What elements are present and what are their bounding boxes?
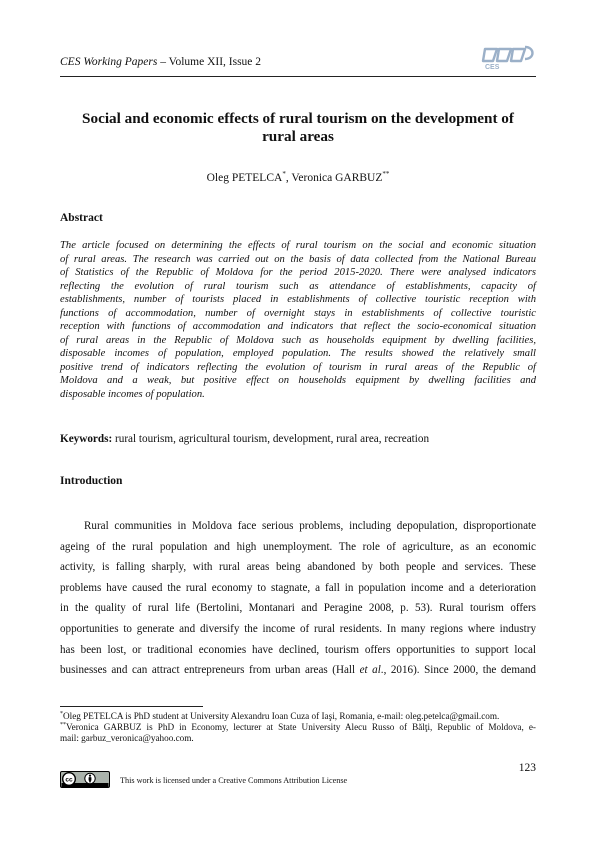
keywords-label: Keywords: [60,433,113,445]
footnote-mark: * [282,170,286,179]
header-text [60,56,261,68]
footnote-mark: ** [60,722,66,729]
footnote-text: Oleg PETELCA is PhD student at University Alexandru Ioan Cuza of Iaşi, Romania, e-mail: oleg.petelca@gmail.com. [63,711,500,721]
abstract-line: The article focused on determining the effects of rural tourism on the social and economic situation [60,240,536,251]
cc-text: cc [65,776,73,784]
footnote-rule [60,706,203,707]
body-text: businesses and can attract entrepreneurs from urban areas (Hall [60,664,360,677]
abstract-text [60,239,536,401]
abstract-line: of rural areas in the Republic of Moldova such as households equipment by dwelling facilities, [60,334,536,346]
body-text: ., 2016). Since 2000, the demand [380,664,536,677]
body-line: activity, is falling sharply, with rural areas being abandoned by both people and services. These [60,561,536,574]
abstract-line: reflecting the evolution of rural tourism such as attendance of establishments, capacity of [60,280,536,292]
abstract-line: disposable incomes of population. [60,388,205,400]
license-text: This work is licensed under a Creative Commons Attribution License [120,776,348,785]
keywords-list: rural tourism, agricultural tourism, development, rural area, recreation [112,433,430,445]
abstract-line: functions of accommodation, number of overnight stays in establishments of collective touristic [60,307,536,319]
authors [60,172,536,184]
journal-name: CES Working Papers [60,56,158,68]
body-line: in the quality of rural life (Bertolini, Montanari and Peragine 2008, p. 53). Rural tourism offers [60,602,536,615]
by-person-icon [85,773,95,783]
abstract-line: disposable incomes of population, employed population. The results showed the relatively small [60,348,536,359]
introduction-heading: Introduction [60,475,123,487]
footnote-mark: ** [382,170,390,179]
abstract-heading: Abstract [60,212,103,224]
footnote-mark: * [60,710,63,717]
abstract-line: reception with functions of accommodation and indicators that reflect the socio-economical situation [60,321,536,332]
ces-logo [479,41,537,71]
volume-issue: Volume XII, Issue 2 [168,56,262,68]
page-number: 123 [518,762,536,774]
abstract-line: of Statistics of the Republic of Moldova for the period 2015-2020. There were analysed indicators [60,267,536,278]
paper-title [60,110,536,146]
running-header [60,55,536,77]
logo-text: CES [485,64,500,71]
abstract-line: positive trend of indicators reflecting the evolution of tourism in rural areas of the Republic of [60,361,536,373]
abstract-line: establishments, number of tourists placed in establishments of collective touristic reception with [60,294,536,305]
footnote-2 [60,722,536,733]
header-rule [60,76,536,77]
footnote-1 [60,711,536,722]
footnote-2-cont: mail: garbuz_veronica@yahoo.com. [60,733,194,744]
title-line: rural areas [262,128,334,145]
author-name: Oleg PETELCA [206,172,283,184]
body-line: ageing of the rural population and high unemployment. The role of agriculture, as an economic [60,540,536,553]
header-separator: – [157,56,169,68]
title-line: Social and economic effects of rural tourism on the development of [82,110,514,127]
body-text-italic: et al [359,664,381,677]
body-line [60,660,536,681]
introduction-text [60,516,536,681]
abstract-line: Moldova and a weak, but positive effect on households equipment by dwelling facilities and [60,375,536,386]
author-name: Veronica GARBUZ [291,172,383,184]
cc-by-badge[interactable] [60,771,110,788]
keywords [60,433,536,445]
body-line: opportunities to generate and diversify the income of rural residents. In many regions where industry [60,622,536,635]
body-line: problems have caused the rural economy to stagnate, a fall in population income and a deterioration [60,581,536,594]
body-line: has been lost, or traditional economies have declined, tourism offers opportunities to support local [60,643,536,656]
abstract-line: of rural areas. The research was carried out on the basis of data collected from the National Bureau [60,253,536,265]
footnotes [60,711,536,745]
footnote-text: Veronica GARBUZ is PhD in Economy, lecturer at State University Alecu Russo of Bălţi, Republic of Moldova, e- [66,722,536,733]
author-separator: , [285,172,292,184]
body-line: Rural communities in Moldova face serious problems, including depopulation, disproportionate [84,520,536,532]
